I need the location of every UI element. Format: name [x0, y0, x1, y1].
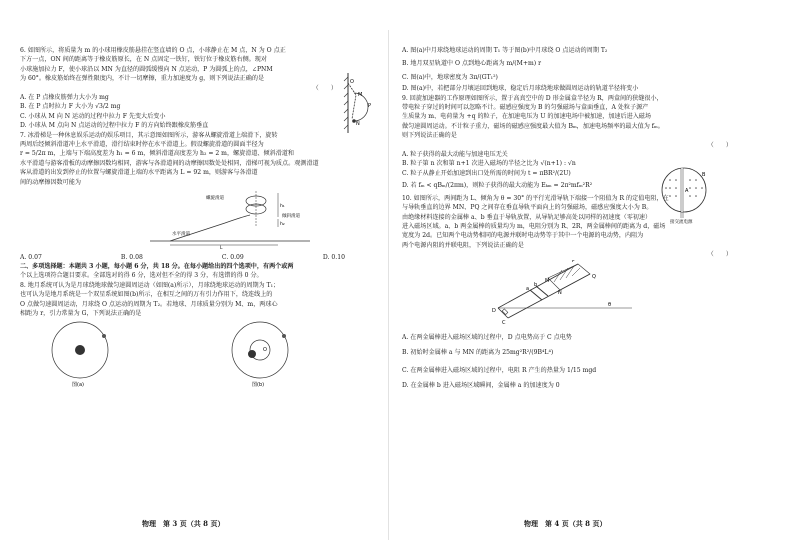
q8-line: O 点做匀速圆周运动，月球绕 O 点运动的周期为 T₂。若地球、月球质量分别为 M、m，两球心: [20, 300, 278, 308]
left-page: [20, 46, 375, 392]
q6-option-b: B. 在 P 点时拉力 F 大小为 √3/2 mg: [20, 103, 121, 111]
q6-option-d: D. 小球从 M 点向 N 点运动的过程中拉力 F 的方向始终跟橡皮筋垂直: [20, 122, 209, 130]
question-8-options: [402, 46, 770, 94]
question-7: [20, 131, 375, 262]
column-divider: [388, 30, 389, 540]
q10-label-d: D: [492, 307, 496, 314]
q7-options: [20, 253, 375, 262]
q10-label-m: M: [545, 277, 550, 284]
q10-label-b: b: [534, 281, 538, 288]
q8-label-a: 图(a): [72, 382, 84, 389]
q7-label-h1: h₁: [280, 204, 285, 210]
q6-answer-blank: （ ）: [312, 84, 337, 92]
footer-right: 物理 第 4 页（共 8 页）: [524, 519, 607, 528]
q7-label-slope: 倾斜滑道: [282, 214, 300, 220]
q6-label-p: P: [368, 103, 372, 110]
q7-label-h2: h₂: [280, 222, 285, 228]
q9-label-a: A: [685, 187, 689, 194]
section-2-heading: [20, 262, 375, 281]
q10-option-a: A. 在两金属棒进入磁场区域的过程中，D 点电势高于 C 点电势: [402, 333, 572, 341]
q7-slide-figure: [20, 187, 375, 249]
q10-option-c: C. 在两金属棒进入磁场区域的过程中，电阻 R 产生的热量为 1/15 mgd: [402, 366, 597, 374]
q8-line: 也可认为是地月系统是一个双星系统如图(b)所示，在相互之间的万有引力作用下，绕连线上的: [20, 291, 273, 299]
q6-line: 为 60°。橡皮筋始终在弹性限度内，不计一切摩擦，重力加速度为 g，则下列说法正确的是: [20, 75, 265, 83]
q9-line: 9. 回旋加速器的工作原理如图所示，置于高真空中的 D 形金属盒半径为 R，两盒间的狭缝很小，: [402, 94, 663, 102]
q10-answer-blank: （ ）: [707, 251, 732, 259]
q6-line: 下方一点，ON 间的距离等于橡皮筋原长，在 N 点固定一铁钉，铁钉位于橡皮筋右侧。现对: [20, 56, 267, 64]
q10-line: 两个电源内阻的并联电阻，下列说法正确的是: [402, 241, 524, 249]
q10-label-theta: θ: [608, 301, 612, 308]
q10-label-n: N: [558, 289, 562, 296]
q10-line: 宽度为 2d。已知两个电动势相同的电源并联时电动势等于其中一个电源的电动势，内阻为: [402, 232, 644, 240]
q7-line: 客从滑道的出发到停止的位置与螺旋滑道上端的水平距离为 L = 92 m，则游客与各滑道: [20, 169, 258, 177]
q8-orbit-figures: [20, 318, 375, 388]
q6-label-o: O: [350, 79, 354, 86]
q8-option-d: D. 图(a)中，若把部分月壤运回到地球，稳定后月球绕地球做圆周运动的轨道半径将变小: [402, 85, 639, 93]
right-page: [402, 46, 770, 391]
q9-line: 做匀速圆周运动。不计粒子重力，磁场的磁感应强度最大值为 Bₘ，加速电场频率的最大值为 fₘ。: [402, 122, 664, 130]
q6-option-c: C. 小球从 M 向 N 运动的过程中拉力 F 先变大后变小: [20, 112, 166, 120]
section-2-line: 个以上选项符合题目要求。全部选对的得 6 分，选对但不全的得 3 分，有选错的得 0 分。: [20, 272, 263, 280]
q7-option-d: D. 0.10: [322, 253, 345, 261]
q7-line: r = 5/2π m，上端与下端高度差为 h₁ = 6 m，倾斜滑道高度差为 h₂ = 2 m，螺旋滑道、倾斜滑道和: [20, 150, 294, 158]
q10-line: 10. 如图所示，两间距为 L、倾角为 θ = 30° 的平行光滑导轨下端接一个阻值为 R 的定值电阻，在: [402, 194, 669, 202]
q9-label-ac: 接交流电源: [670, 219, 693, 224]
q9-option-b: B. 粒子第 n 次和第 n+1 次进入磁场的半径之比为 √(n+1) : √n: [402, 160, 576, 168]
q8-option-c: C. 图(a)中，地球密度为 3π/(GT₁²): [402, 73, 498, 81]
question-6: [20, 46, 375, 131]
q8-option-b: B. 地月双星轨道中 O 点到地心距离为 m/(M+m) r: [402, 60, 542, 68]
q8-label-o: O: [263, 347, 267, 354]
q7-option-c: C. 0.09: [221, 253, 244, 261]
question-8: [20, 281, 375, 392]
q7-line: 7. 冰滑梯是一种休息娱乐运动的娱乐项目，其示意图如图所示，游客从螺旋滑道上端滑下，旋转: [20, 131, 278, 139]
q7-option-b: B. 0.08: [120, 253, 143, 261]
q9-line: 带电粒子穿过的时间可以忽略不计。磁感应强度为 B 的匀强磁场与盒面垂直，A 处粒子源产: [402, 104, 649, 112]
q7-label-spiral: 螺旋滑道: [206, 196, 224, 202]
q10-label-c: C: [502, 319, 506, 326]
q10-line: 进入磁场区域。a、b 两金属棒的质量均为 m，电阻分别为 R、2R，两金属棒间的距离为 d，磁场: [402, 222, 666, 230]
q10-label-p: P: [572, 259, 576, 264]
q8-line: 相距为 r，引力常量为 G，下列说法正确的是: [20, 309, 142, 317]
q10-label-a: a: [526, 285, 530, 292]
q6-label-n: N: [356, 121, 360, 128]
q9-line: 则下列说法正确的是: [402, 132, 457, 140]
q6-line: 小球施加拉力 F，使小球沿以 MN 为直径的圆弧缓慢向 N 点运动，P 为圆弧上的点，∠PNM: [20, 65, 273, 73]
q9-label-b: B: [702, 171, 706, 178]
q10-rail-figure: [402, 260, 770, 330]
q8-label-b: 图(b): [252, 382, 265, 389]
q9-cyclotron-figure: [652, 164, 722, 224]
q9-answer-blank: （ ）: [707, 141, 732, 149]
q10-line: 与导轨垂直的边界 MN、PQ 之间存在垂直导轨平面向上的匀强磁场，磁感应强度大小为 B。: [402, 204, 653, 212]
q9-option-a: A. 粒子获得的最大动能与加速电压无关: [402, 151, 508, 159]
q7-label-flat: 水平滑道: [172, 232, 190, 238]
q7-line: 两周后经倾斜滑道冲上水平滑道，滑行结束时停在水平滑道上。假设螺旋滑道的圆面半径为: [20, 141, 264, 149]
q7-line: 水平滑道与游客滑板的动摩擦因数均相同，游客与各滑道间的动摩擦因数处处相同，滑梯可视为质点。观测滑道: [20, 159, 319, 167]
q10-option-b: B. 初始时金属棒 a 与 MN 的距离为 25mg²R²/(9B⁴L⁴): [402, 349, 554, 357]
q9-option-c: C. 粒子从静止开始加速到出口处所需的时间为 t = πBR²/(2U): [402, 169, 571, 177]
q6-label-m: M: [358, 92, 363, 99]
q9-line: 生质量为 m、电荷量为 +q 的粒子，在加速电压为 U 的加速电场中被加速，加速后进入磁场: [402, 113, 651, 121]
q6-option-a: A. 在 P 点橡皮筋弹力大小为 mg: [20, 94, 109, 102]
q7-label-l: L: [220, 246, 223, 250]
section-2-line: 二、多项选择题：本题共 3 小题，每小题 6 分，共 18 分。在每小题给出的四个选项中，有两个或两: [20, 262, 294, 270]
q10-line: 由绝缘材料连接的金属棒 a、b 垂直于导轨放置，从导轨足够高处以同样的初速度（零初速）: [402, 213, 652, 221]
q8-option-a: A. 图(a)中月球绕地球运动的周期 T₁ 等于图(b)中月球绕 O 点运动的周期 T₂: [402, 47, 608, 54]
q10-option-d: D. 在金属棒 b 进入磁场区域瞬间，金属棒 a 的加速度为 0: [402, 382, 560, 390]
q6-figure: [340, 71, 380, 135]
q7-line: 间的动摩擦因数可能为: [20, 178, 81, 186]
q7-option-a: A. 0.07: [20, 253, 42, 261]
q6-line: 6. 如图所示，将质量为 m 的小球用橡皮筋悬挂在竖直墙的 O 点，小球静止在 M 点，N 为 O 点正: [20, 47, 286, 54]
q10-label-q: Q: [592, 273, 596, 280]
q9-option-d: D. 若 fₘ < qBₘ/(2πm)，则粒子获得的最大动能为 Eₖₘ = 2π²mfₘ²R²: [402, 182, 593, 190]
q8-line: 8. 地月系统可认为是月球绕地球做匀速圆周运动（如图(a)所示），月球绕地球运动的周期为 T₁；: [20, 281, 280, 289]
footer-left: 物理 第 3 页（共 8 页）: [142, 519, 225, 528]
